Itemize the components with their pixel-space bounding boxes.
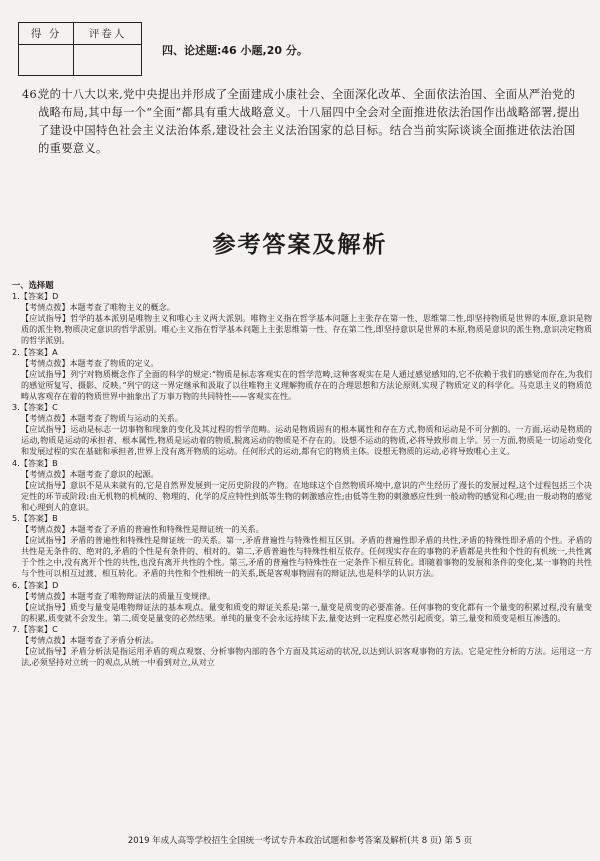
item-answer: 【答案】B — [19, 512, 58, 523]
item-number: 2. — [12, 346, 20, 357]
answer-item — [12, 347, 592, 402]
item-point: 【考情点拨】本题考查了矛盾的普遍性和特殊性是辩证统一的关系。 — [21, 524, 264, 535]
answer-item — [12, 513, 592, 580]
answer-item — [12, 624, 592, 668]
question-46 — [22, 86, 586, 158]
item-point: 【考情点拨】本题考查了意识的起源。 — [21, 468, 159, 479]
item-answer: 【答案】D — [19, 579, 59, 590]
item-answer: 【答案】C — [19, 402, 58, 413]
item-point: 【考情点拨】本题考查了唯物主义的概念。 — [21, 302, 175, 313]
item-number: 5. — [12, 512, 20, 523]
answer-section-title: 一、选择题 — [12, 280, 54, 290]
answer-item — [12, 580, 592, 624]
section-heading: 四、论述题:46 小题,20 分。 — [162, 44, 308, 57]
item-answer: 【答案】B — [19, 457, 58, 468]
item-guide: 【应试指导】质变与量变是唯物辩证法的基本观点。量变和质变的辩证关系是:第一,量变是质变的必要准备。任何事物的变化都有一个量变的积累过程,没有量变的积累,质变就不会发生。第二,质变是量变的必然结果。单纯的量变不会永远持续下去,量变达到一定程度必然引起质变。第三,量变和质变是相互渗透的。 — [21, 601, 592, 623]
item-answer: 【答案】C — [19, 623, 58, 634]
reviewer-cell — [74, 45, 142, 76]
item-number: 3. — [12, 402, 20, 413]
item-point: 【考情点拨】本题考查了物质的定义。 — [21, 357, 159, 368]
item-guide: 【应试指导】矛盾分析法是指运用矛盾的观点观察、分析事物内部的各个方面及其运动的状况,以达到认识客观事物的方法。它是定性分析的方法。运用这一方法,必须坚持对立统一的观点,从统一中看到对立,从对立 — [21, 646, 592, 668]
answer-item — [12, 458, 592, 513]
item-point: 【考情点拨】本题考查了矛盾分析法。 — [21, 635, 159, 645]
score-table — [18, 22, 142, 76]
item-guide: 【应试指导】意识不是从来就有的,它是自然界发展到一定历史阶段的产物。在地球这个自然物质环境中,意识的产生经历了漫长的发展过程,这个过程包括三个决定性的环节或阶段:由无机物的机械的、物理的、化学的反应特性到低等生物的刺激感应性;由低等生物的刺激感应性到一般动物的感觉和心理;由一般动物的感觉和心理到人的意识。 — [21, 479, 592, 512]
page-title: 参考答案及解析 — [212, 232, 388, 258]
item-guide: 【应试指导】运动是标志一切事物和现象的变化及其过程的哲学范畴。运动是物质固有的根本属性和存在方式,物质和运动是不可分割的。一方面,运动是物质的运动,物质是运动的承担者、根本属性,物质是运动着的物质,脱离运动的物质是不存在的。设想不运动的物质,必将导致形而上学。另一方面,物质是一切运动变化和发展过程的实在基础和承担者,世界上没有离开物质的运动。任何形式的运动,都有它的物质主体。设想无物质的运动,必将导致唯心主义。 — [21, 424, 592, 457]
page-footer: 2019 年成人高等学校招生全国统一考试专升本政治试题和参考答案及解析(共 8 页) 第 5 页 — [127, 836, 473, 846]
score-label: 得 分 — [19, 23, 74, 45]
answer-section — [12, 280, 592, 668]
answer-item — [12, 291, 592, 346]
item-number: 4. — [12, 457, 20, 468]
item-number: 6. — [12, 579, 20, 590]
item-point: 【考情点拨】本题考查了唯物辩证法的质量互变规律。 — [21, 590, 216, 601]
item-point: 【考情点拨】本题考查了物质与运动的关系。 — [21, 413, 183, 424]
score-cell — [19, 45, 74, 76]
item-guide: 【应试指导】矛盾的普遍性和特殊性是辩证统一的关系。第一,矛盾普遍性与特殊性相互区别。矛盾的普遍性即矛盾的共性,矛盾的特殊性即矛盾的个性。矛盾的共性是无条件的、绝对的,矛盾的个性是有条件的、相对的。第二,矛盾普遍性与特殊性相互依存。任何现实存在的事物的矛盾都是共性和个性的有机统一,共性寓于个性之中,没有离开个性的共性,也没有离开共性的个性。第三,矛盾的普遍性与特殊性在一定条件下相互转化。即随着事物的发展和条件的变化,某一事物的共性与个性可以相互过渡、相互转化。矛盾的共性和个性相统一的关系,既是客观事物固有的辩证法,也是科学的认识方法。 — [21, 535, 592, 579]
item-answer: 【答案】A — [19, 346, 58, 357]
item-number: 1. — [12, 291, 20, 302]
item-answer: 【答案】D — [19, 291, 59, 302]
item-number: 7. — [12, 623, 20, 634]
question-text: 党的十八大以来,党中央提出并形成了全面建成小康社会、全面深化改革、全面依法治国、全面从严治党的战略布局,其中每一个“全面”都具有重大战略意义。十八届四中全会对全面推进依法治国作出战略部署,提出了建设中国特色社会主义法治体系,建设社会主义法治国家的总目标。结合当前实际谈谈全面推进依法治国的重要意义。 — [38, 88, 580, 155]
answer-item — [12, 402, 592, 457]
item-guide: 【应试指导】哲学的基本派别是唯物主义和唯心主义两大派别。唯物主义指在哲学基本问题上主张存在第一性、思维第二性,即坚持物质是世界的本原,意识是物质的派生物,物质决定意识的哲学派别。唯心主义指在哲学基本问题上主张思维第一性、存在第二性,即坚持意识是世界的本原,物质是意识的派生物,意识决定物质的哲学派别。 — [21, 313, 592, 346]
item-guide: 【应试指导】列宁对物质概念作了全面的科学的规定:“物质是标志客观实在的哲学范畴,这种客观实在是人通过感觉感知的,它不依赖于我们的感觉而存在,为我们的感觉所复写、摄影、反映。”列宁的这一界定继承和汲取了以往唯物主义理解物质存在的合理思想和方法论原则,实现了物质定义的科学化。马克思主义的物质范畴从客观存在着的物质世界中抽象出了万事万物的共同特性——客观实在性。 — [21, 368, 592, 401]
question-number: 46. — [22, 88, 41, 101]
reviewer-label: 评卷人 — [74, 23, 142, 45]
